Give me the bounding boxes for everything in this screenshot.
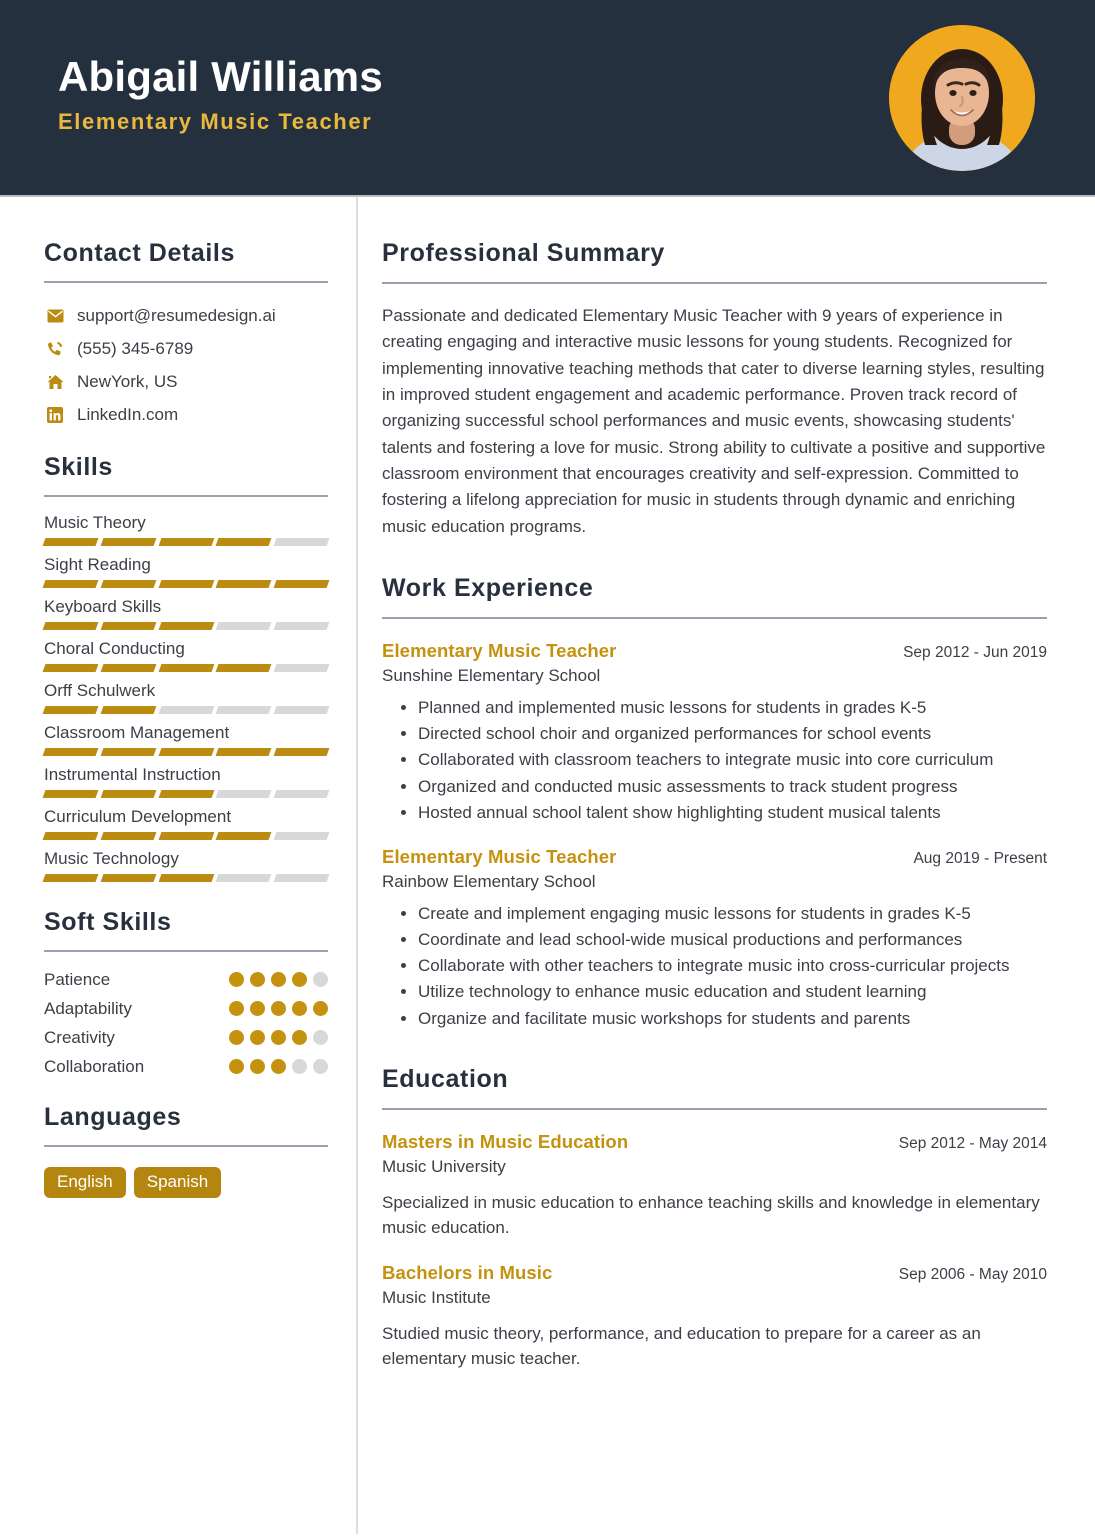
education-entries-list — [382, 1131, 1047, 1372]
skill-label: Sight Reading — [44, 554, 151, 574]
list-item: • Hosted annual school talent show highlighting student musical talents — [418, 800, 1047, 825]
list-item: • Create and implement engaging music lessons for students in grades K-5 — [418, 901, 1047, 926]
list-item: • Directed school choir and organized performances for school events — [418, 721, 1047, 746]
section-title-skills: Skills — [44, 452, 113, 481]
resume-header — [0, 0, 1095, 197]
languages-list — [44, 1167, 328, 1199]
education-entry-description: Studied music theory, performance, and education to prepare for a career as an elementary music teacher. — [382, 1323, 981, 1369]
section-divider — [44, 1145, 328, 1147]
soft-skill-rating — [229, 1001, 328, 1016]
resume-body — [0, 197, 1095, 1534]
section-title-soft-skills: Soft Skills — [44, 907, 172, 936]
home-icon — [44, 374, 66, 390]
soft-skill-label: Creativity — [44, 1027, 115, 1047]
contact-phone-text: (555) 345-6789 — [77, 338, 194, 358]
skill-row — [44, 513, 328, 546]
soft-skill-label: Patience — [44, 969, 111, 989]
rating-dot — [292, 1001, 307, 1016]
skill-bar-segment — [100, 580, 156, 588]
section-divider — [382, 617, 1047, 619]
education-entry-title: Masters in Music Education — [382, 1130, 629, 1152]
skill-bar-segment — [216, 706, 272, 714]
work-entry-title: Elementary Music Teacher — [382, 845, 617, 867]
skill-label: Instrumental Instruction — [44, 764, 221, 784]
skill-level-bar — [44, 832, 328, 840]
soft-skill-label: Collaboration — [44, 1056, 145, 1076]
skill-label: Curriculum Development — [44, 806, 232, 826]
language-pill: English — [44, 1167, 126, 1199]
rating-dot — [313, 1059, 328, 1074]
soft-skill-row — [44, 1057, 328, 1077]
skill-level-bar — [44, 622, 328, 630]
contact-item-phone[interactable] — [44, 338, 328, 361]
education-entry-date: Sep 2006 - May 2010 — [898, 1265, 1047, 1283]
skill-bar-segment — [274, 538, 330, 546]
education-entry-header — [382, 1262, 1047, 1284]
skill-bar-segment — [43, 622, 99, 630]
soft-skill-label: Adaptability — [44, 998, 132, 1018]
section-title-contact: Contact Details — [44, 239, 235, 267]
work-entry-title: Elementary Music Teacher — [382, 640, 617, 662]
linkedin-icon — [44, 407, 66, 423]
section-title-work: Work Experience — [382, 574, 594, 603]
list-item: • Utilize technology to enhance music education and student learning — [418, 979, 1047, 1004]
header-job-title: Elementary Music Teacher — [58, 109, 373, 135]
education-entry-title: Bachelors in Music — [382, 1261, 553, 1283]
skill-bar-segment — [216, 538, 272, 546]
section-divider — [44, 281, 328, 283]
skill-row — [44, 639, 328, 672]
skill-bar-segment — [158, 664, 214, 672]
skill-bar-segment — [274, 664, 330, 672]
skill-row — [44, 597, 328, 630]
rating-dot — [271, 1001, 286, 1016]
rating-dot — [271, 972, 286, 987]
soft-skill-rating — [229, 972, 328, 987]
education-entry-date: Sep 2012 - May 2014 — [898, 1134, 1047, 1152]
skill-label: Music Technology — [44, 848, 179, 868]
sidebar-column — [0, 197, 358, 1534]
skill-bar-segment — [274, 832, 330, 840]
list-item: • Coordinate and lead school-wide musical productions and performances — [418, 927, 1047, 952]
contact-item-linkedin[interactable] — [44, 404, 328, 427]
skill-row — [44, 807, 328, 840]
list-item: • Organize and facilitate music workshops for students and parents — [418, 1006, 1047, 1031]
contact-item-email[interactable] — [44, 305, 328, 328]
soft-skill-row — [44, 970, 328, 990]
work-entry-header — [382, 640, 1047, 662]
skill-bar-segment — [274, 622, 330, 630]
skill-row — [44, 723, 328, 756]
section-divider — [44, 495, 328, 497]
skill-bar-segment — [274, 706, 330, 714]
rating-dot — [229, 1059, 244, 1074]
work-entry — [382, 846, 1047, 1031]
contact-list — [44, 305, 328, 427]
work-entry-header — [382, 846, 1047, 868]
skill-bar-segment — [158, 790, 214, 798]
skill-level-bar — [44, 664, 328, 672]
skill-bar-segment — [43, 874, 99, 882]
section-education — [382, 1065, 1047, 1372]
skills-list — [44, 513, 328, 882]
skill-bar-segment — [158, 748, 214, 756]
soft-skill-rating — [229, 1059, 328, 1074]
rating-dot — [313, 972, 328, 987]
skill-bar-segment — [43, 538, 99, 546]
section-soft-skills — [44, 908, 328, 1077]
skill-bar-segment — [100, 622, 156, 630]
skill-bar-segment — [100, 874, 156, 882]
skill-level-bar — [44, 874, 328, 882]
rating-dot — [229, 972, 244, 987]
work-entry-organization: Rainbow Elementary School — [382, 871, 596, 891]
skill-row — [44, 765, 328, 798]
skill-bar-segment — [43, 664, 99, 672]
work-entry-date: Aug 2019 - Present — [913, 849, 1047, 867]
list-item: • Organized and conducted music assessments to track student progress — [418, 774, 1047, 799]
skill-row — [44, 555, 328, 588]
section-divider — [382, 1108, 1047, 1110]
skill-bar-segment — [158, 832, 214, 840]
education-entry-header — [382, 1131, 1047, 1153]
skill-bar-segment — [100, 706, 156, 714]
skill-bar-segment — [100, 538, 156, 546]
list-item: • Collaborated with classroom teachers to integrate music into core curriculum — [418, 747, 1047, 772]
skill-bar-segment — [158, 538, 214, 546]
soft-skill-row — [44, 1028, 328, 1048]
skill-bar-segment — [216, 664, 272, 672]
section-title-summary: Professional Summary — [382, 239, 665, 267]
section-professional-summary — [382, 239, 1047, 540]
section-title-languages: Languages — [44, 1102, 182, 1131]
skill-bar-segment — [274, 748, 330, 756]
skill-bar-segment — [216, 580, 272, 588]
envelope-icon — [44, 309, 66, 323]
work-entry-bullets — [382, 695, 1047, 825]
contact-item-location[interactable] — [44, 371, 328, 394]
skill-bar-segment — [43, 832, 99, 840]
skill-level-bar — [44, 790, 328, 798]
header-text-block — [58, 54, 889, 141]
work-entry-date: Sep 2012 - Jun 2019 — [903, 644, 1047, 662]
section-title-education: Education — [382, 1064, 509, 1093]
skill-bar-segment — [100, 832, 156, 840]
page-title: Abigail Williams — [58, 52, 383, 100]
list-item: • Planned and implemented music lessons for students in grades K-5 — [418, 695, 1047, 720]
skill-bar-segment — [216, 790, 272, 798]
education-entry-description: Specialized in music education to enhance teaching skills and knowledge in elementary music education. — [382, 1192, 1040, 1238]
main-column — [358, 197, 1095, 1534]
skill-bar-segment — [216, 622, 272, 630]
section-languages — [44, 1103, 328, 1199]
skill-label: Music Theory — [44, 512, 146, 532]
section-divider — [382, 282, 1047, 284]
skill-bar-segment — [158, 706, 214, 714]
rating-dot — [229, 1001, 244, 1016]
rating-dot — [292, 972, 307, 987]
skill-bar-segment — [100, 664, 156, 672]
skill-bar-segment — [43, 748, 99, 756]
skill-bar-segment — [158, 874, 214, 882]
rating-dot — [313, 1030, 328, 1045]
skill-level-bar — [44, 580, 328, 588]
section-contact-details — [44, 239, 328, 427]
skill-bar-segment — [274, 580, 330, 588]
language-pill: Spanish — [134, 1167, 221, 1199]
skill-bar-segment — [43, 790, 99, 798]
section-divider — [44, 950, 328, 952]
contact-linkedin-text: LinkedIn.com — [77, 404, 179, 424]
rating-dot — [250, 1030, 265, 1045]
skill-level-bar — [44, 706, 328, 714]
skill-row — [44, 681, 328, 714]
soft-skill-rating — [229, 1030, 328, 1045]
rating-dot — [250, 1059, 265, 1074]
skill-label: Choral Conducting — [44, 638, 185, 658]
education-entry-organization: Music Institute — [382, 1287, 491, 1307]
rating-dot — [292, 1030, 307, 1045]
rating-dot — [229, 1030, 244, 1045]
skill-bar-segment — [43, 706, 99, 714]
work-entries-list — [382, 640, 1047, 1031]
skill-bar-segment — [216, 874, 272, 882]
avatar — [889, 25, 1035, 171]
work-entry — [382, 640, 1047, 825]
contact-location-text: NewYork, US — [77, 371, 178, 391]
rating-dot — [271, 1030, 286, 1045]
skill-bar-segment — [158, 622, 214, 630]
section-work-experience — [382, 574, 1047, 1031]
skill-bar-segment — [216, 748, 272, 756]
skill-level-bar — [44, 748, 328, 756]
skill-label: Classroom Management — [44, 722, 230, 742]
skill-row — [44, 849, 328, 882]
soft-skills-list — [44, 970, 328, 1077]
education-entry-organization: Music University — [382, 1156, 506, 1176]
education-entry — [382, 1262, 1047, 1372]
skill-bar-segment — [274, 790, 330, 798]
skill-bar-segment — [100, 748, 156, 756]
skill-bar-segment — [43, 580, 99, 588]
skill-level-bar — [44, 538, 328, 546]
rating-dot — [313, 1001, 328, 1016]
rating-dot — [250, 972, 265, 987]
rating-dot — [292, 1059, 307, 1074]
contact-email-text: support@resumedesign.ai — [77, 306, 276, 325]
section-skills — [44, 453, 328, 882]
summary-text: Passionate and dedicated Elementary Music Teacher with 9 years of experience in creating engaging and interactive music lessons for young students. Recognized for implementing innovative teaching methods that cater to diverse learning styles, resulting in improved student engagement and academic performance. Proven track record of organizing successful school performances and music events, showcasing students' talents and fostering a love for music. Strong ability to cultivate a positive and supportive classroom environment that encourages creativity and self-expression. Committed to fostering a lifelong appreciation for music in students through dynamic and enriching music education programs. — [382, 306, 1046, 536]
list-item: • Collaborate with other teachers to integrate music into cross-curricular projects — [418, 953, 1047, 978]
skill-bar-segment — [274, 874, 330, 882]
work-entry-bullets — [382, 901, 1047, 1031]
skill-bar-segment — [216, 832, 272, 840]
profile-photo-icon — [889, 25, 1035, 171]
skill-bar-segment — [158, 580, 214, 588]
education-entry — [382, 1131, 1047, 1241]
soft-skill-row — [44, 999, 328, 1019]
phone-icon — [44, 341, 66, 357]
work-entry-organization: Sunshine Elementary School — [382, 666, 601, 686]
rating-dot — [271, 1059, 286, 1074]
skill-label: Keyboard Skills — [44, 596, 162, 616]
skill-label: Orff Schulwerk — [44, 680, 156, 700]
skill-bar-segment — [100, 790, 156, 798]
rating-dot — [250, 1001, 265, 1016]
